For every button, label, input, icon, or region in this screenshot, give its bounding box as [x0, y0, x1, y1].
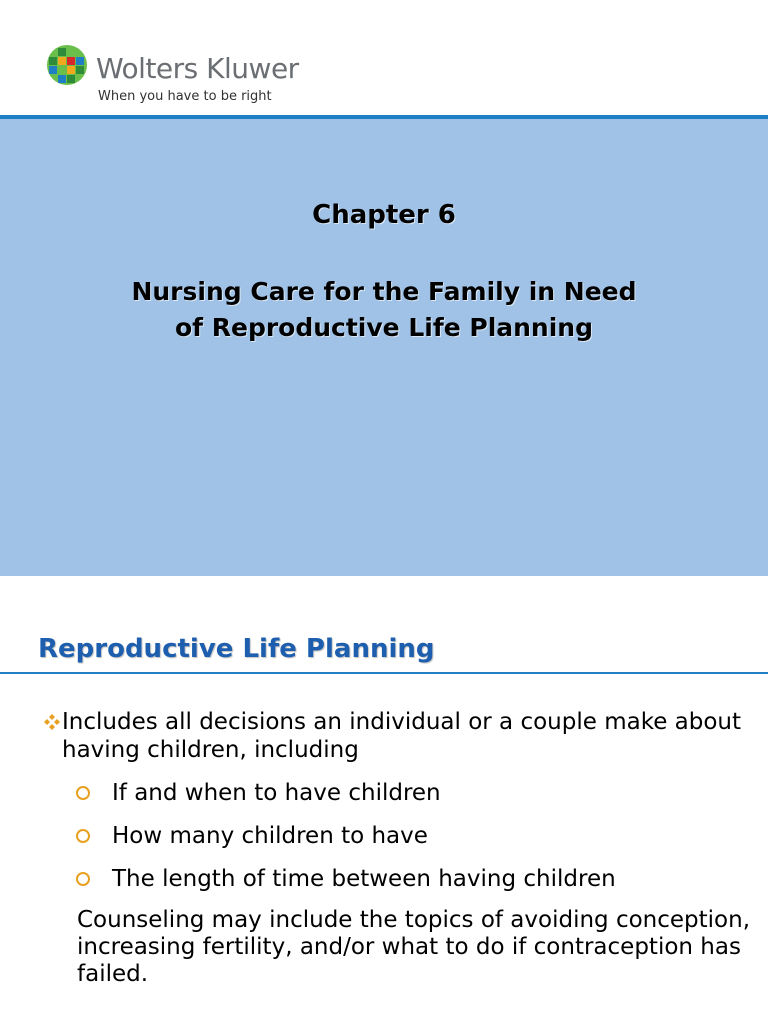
heading-divider [0, 672, 768, 674]
slide-title: Nursing Care for the Family in Need of Reproductive Life Planning [131, 277, 637, 342]
sub-bullet-text: How many children to have [112, 823, 428, 849]
chapter-label: Chapter 6 [312, 200, 456, 230]
logo-name: Wolters Kluwer [96, 52, 299, 85]
logo-tagline: When you have to be right [98, 89, 272, 104]
list-item [76, 864, 756, 907]
slide-heading: Reproductive Life Planning [38, 634, 435, 664]
wolters-kluwer-logo-mark-icon [46, 44, 88, 86]
counseling-text: Counseling may include the topics of avoiding conception, increasing fertility, and/or what to do if contraception has failed. [77, 907, 751, 987]
sub-bullet-text: The length of time between having children [112, 866, 616, 892]
ring-bullet-icon [76, 786, 90, 800]
ring-bullet-icon [76, 872, 90, 886]
title-panel [0, 119, 768, 576]
sub-bullet-list [76, 778, 756, 907]
diamond-bullet-icon [42, 712, 62, 732]
list-item [76, 778, 756, 821]
main-bullet-text: Includes all decisions an individual or a couple make about having children, including [62, 709, 742, 763]
content-slide [0, 576, 768, 1024]
sub-bullet-text: If and when to have children [112, 780, 441, 806]
wolters-kluwer-logo [46, 44, 306, 108]
main-bullet [42, 708, 752, 764]
list-item [76, 821, 756, 864]
ring-bullet-icon [76, 829, 90, 843]
